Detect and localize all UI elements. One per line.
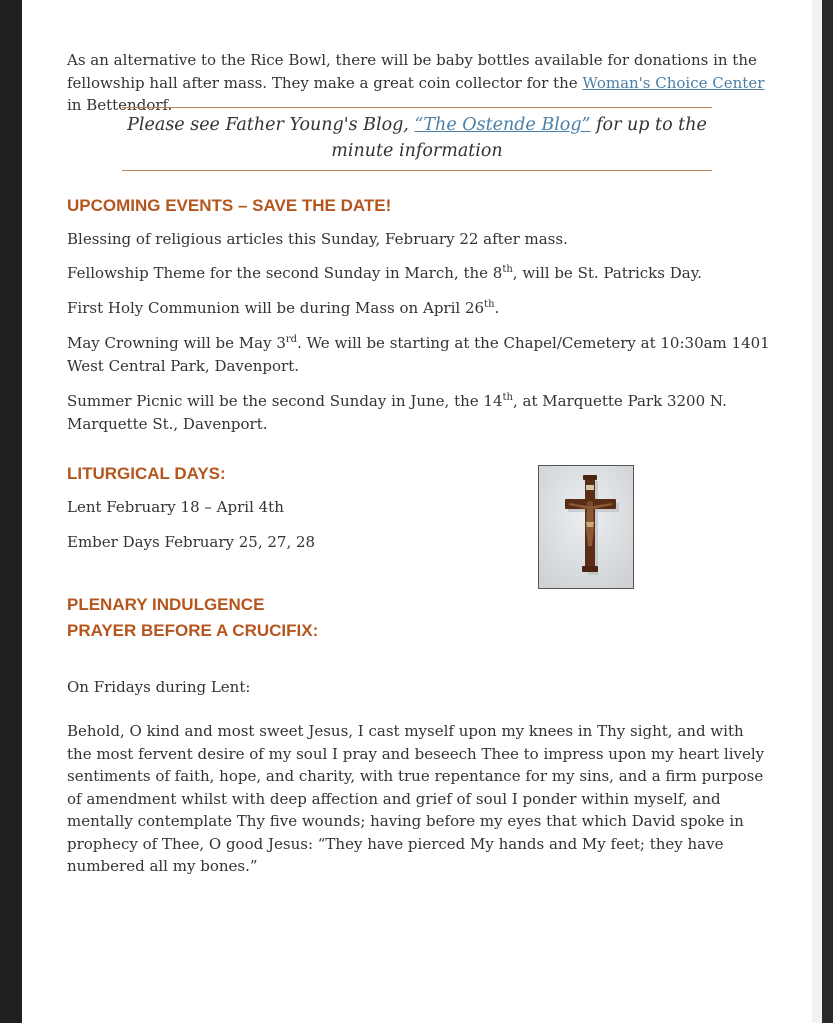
- crowning-text-end: . We will be starting at the Chapel/Cemetery at 10:30am 1401 West Central Park, Davenport.: [67, 334, 770, 375]
- plenary-indulgence-heading-line1: PLENARY INDULGENCE: [67, 595, 265, 614]
- fellowship-ordinal: th: [502, 264, 513, 275]
- blog-note-bottom-rule: [122, 170, 712, 171]
- plenary-indulgence-heading: [67, 592, 318, 644]
- left-window-edge: [0, 0, 22, 1023]
- liturgical-days-heading: LITURGICAL DAYS:: [67, 464, 226, 483]
- communion-text-end: .: [494, 299, 500, 317]
- blog-note-text-end: for up to the minute information: [331, 115, 707, 161]
- plenary-indulgence-heading-line2: PRAYER BEFORE A CRUCIFIX:: [67, 621, 319, 640]
- fellowship-text-end: , will be St. Patricks Day.: [512, 264, 702, 282]
- communion-ordinal: th: [484, 299, 495, 310]
- crucifix-prayer: Behold, O kind and most sweet Jesus, I cast myself upon my knees in Thy sight, and with the most fervent desire of my soul I pray and beseech Thee to impress upon my heart lively sentiments of faith, hope, and charity, with true repentance for my sins, and a firm purpose of amendment whilst with deep affection and grief of soul I ponder within myself, and mentally contemplate Thy five wounds; having before my eyes that which David spoke in prophecy of Thee, O good Jesus: “They have pierced My hands and My feet; they have numbered all my bones.”: [67, 722, 765, 875]
- event-blessing: Blessing of religious articles this Sunday, February 22 after mass.: [67, 230, 568, 248]
- ostende-blog-link[interactable]: “The Ostende Blog”: [414, 115, 591, 135]
- upcoming-events-heading: UPCOMING EVENTS – SAVE THE DATE!: [67, 196, 392, 215]
- scrollbar-thumb[interactable]: [822, 0, 833, 1023]
- blog-note-top-rule: [122, 107, 712, 108]
- event-fellowship: [67, 262, 772, 285]
- crowning-ordinal: rd: [285, 334, 298, 345]
- scrollbar-track[interactable]: [812, 0, 822, 1023]
- blog-note: [122, 112, 712, 164]
- bottles-text: As an alternative to the Rice Bowl, there will be baby bottles available for donations in the fellowship hall after mass. They make a great coin collector for the: [67, 51, 757, 92]
- event-communion: [67, 297, 772, 320]
- indulgence-intro: On Fridays during Lent:: [67, 678, 251, 696]
- document-page: [22, 0, 812, 1023]
- liturgical-lent: Lent February 18 – April 4th: [67, 498, 284, 516]
- womans-choice-center-link[interactable]: Woman's Choice Center: [582, 73, 765, 92]
- communion-text: First Holy Communion will be during Mass on April 26: [67, 299, 485, 317]
- picnic-text-end: , at Marquette Park 3200 N. Marquette St., Davenport.: [67, 392, 727, 433]
- picnic-ordinal: th: [502, 392, 513, 403]
- fellowship-text: Fellowship Theme for the second Sunday in March, the 8: [67, 264, 503, 282]
- bottles-text-end: in Bettendorf.: [67, 96, 173, 114]
- liturgical-ember-days: Ember Days February 25, 27, 28: [67, 533, 316, 551]
- blog-note-text: Please see Father Young's Blog,: [127, 115, 415, 135]
- event-may-crowning: [67, 332, 772, 377]
- crucifix-image: [538, 465, 634, 589]
- picnic-text: Summer Picnic will be the second Sunday in June, the 14: [67, 392, 503, 410]
- crucifix-icon: [539, 466, 633, 588]
- event-summer-picnic: [67, 390, 772, 435]
- crowning-text: May Crowning will be May 3: [67, 334, 286, 352]
